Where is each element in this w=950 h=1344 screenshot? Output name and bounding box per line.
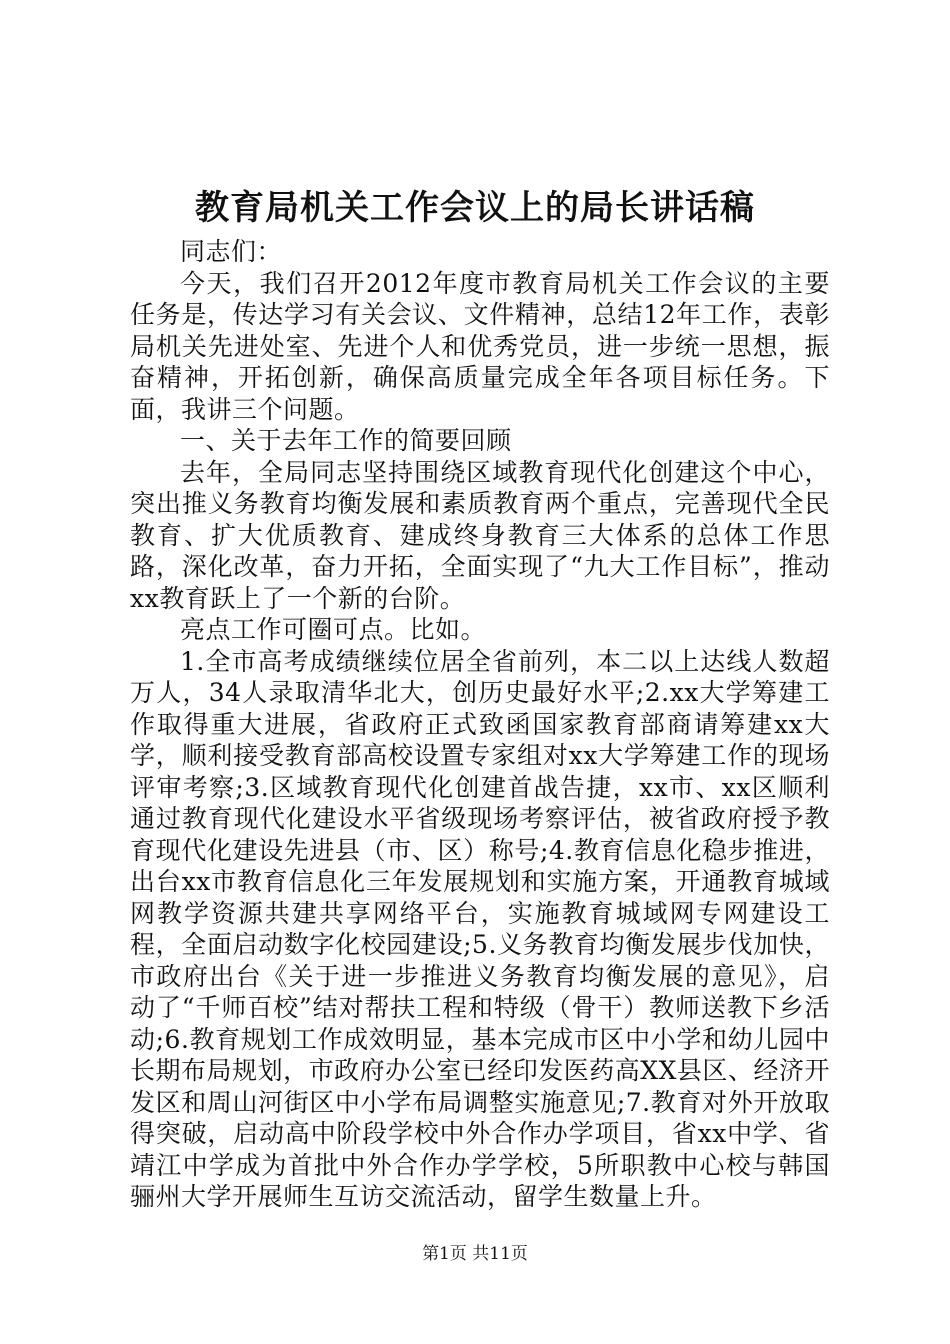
review-paragraph: 去年，全局同志坚持围绕区域教育现代化创建这个中心，突出推义务教育均衡发展和素质教育两个重点，完善现代全民教育、扩大优质教育、建成终身教育三大体系的总体工作思路，深化改革，奋力开拓，全面实现了“九大工作目标”，推动xx教育跃上了一个新的台阶。: [130, 457, 830, 613]
achievements-paragraph: 1.全市高考成绩继续位居全省前列，本二以上达线人数超万人，34人录取清华北大，创历史最好水平;2.xx大学筹建工作取得重大进展，省政府正式致函国家教育部商请筹建xx大学，顺利接受教育部高校设置专家组对xx大学筹建工作的现场评审考察;3.区域教育现代化创建首战告捷，xx市、xx区顺利通过教育现代化建设水平省级现场考察评估，被省政府授予教育现代化建设先进县（市、区）称号;4.教育信息化稳步推进，出台xx市教育信息化三年发展规划和实施方案，开通教育城域网教学资源共建共享网络平台，实施教育城域网专网建设工程，全面启动数字化校园建设;5.义务教育均衡发展步伐加快，市政府出台《关于进一步推进义务教育均衡发展的意见》，启动了“千师百校”结对帮扶工程和特级（骨干）教师送教下乡活动;6.教育规划工作成效明显，基本完成市区中小学和幼儿园中长期布局规划，市政府办公室已经印发医药高XX县区、经济开发区和周山河街区中小学布局调整实施意见;7.教育对外开放取得突破，启动高中阶段学校中外合作办学项目，省xx中学、省靖江中学成为首批中外合作办学学校，5所职教中心校与韩国骊州大学开展师生互访交流活动，留学生数量上升。: [130, 646, 830, 1211]
highlights-paragraph: 亮点工作可圈可点。比如。: [180, 615, 487, 644]
intro-paragraph: 今天，我们召开2012年度市教育局机关工作会议的主要任务是，传达学习有关会议、文件精神，总结12年工作，表彰局机关先进处室、先进个人和优秀党员，进一步统一思想，振奋精神，开拓创新，确保高质量完成全年各项目标任务。下面，我讲三个问题。: [130, 268, 830, 424]
document-body: [130, 236, 830, 1213]
document-title: 教育局机关工作会议上的局长讲话稿: [195, 188, 755, 228]
section-heading: 一、关于去年工作的简要回顾: [180, 426, 512, 455]
greeting-paragraph: 同志们：: [180, 237, 283, 266]
page-number-footer: 第1页 共11页: [422, 1244, 528, 1264]
